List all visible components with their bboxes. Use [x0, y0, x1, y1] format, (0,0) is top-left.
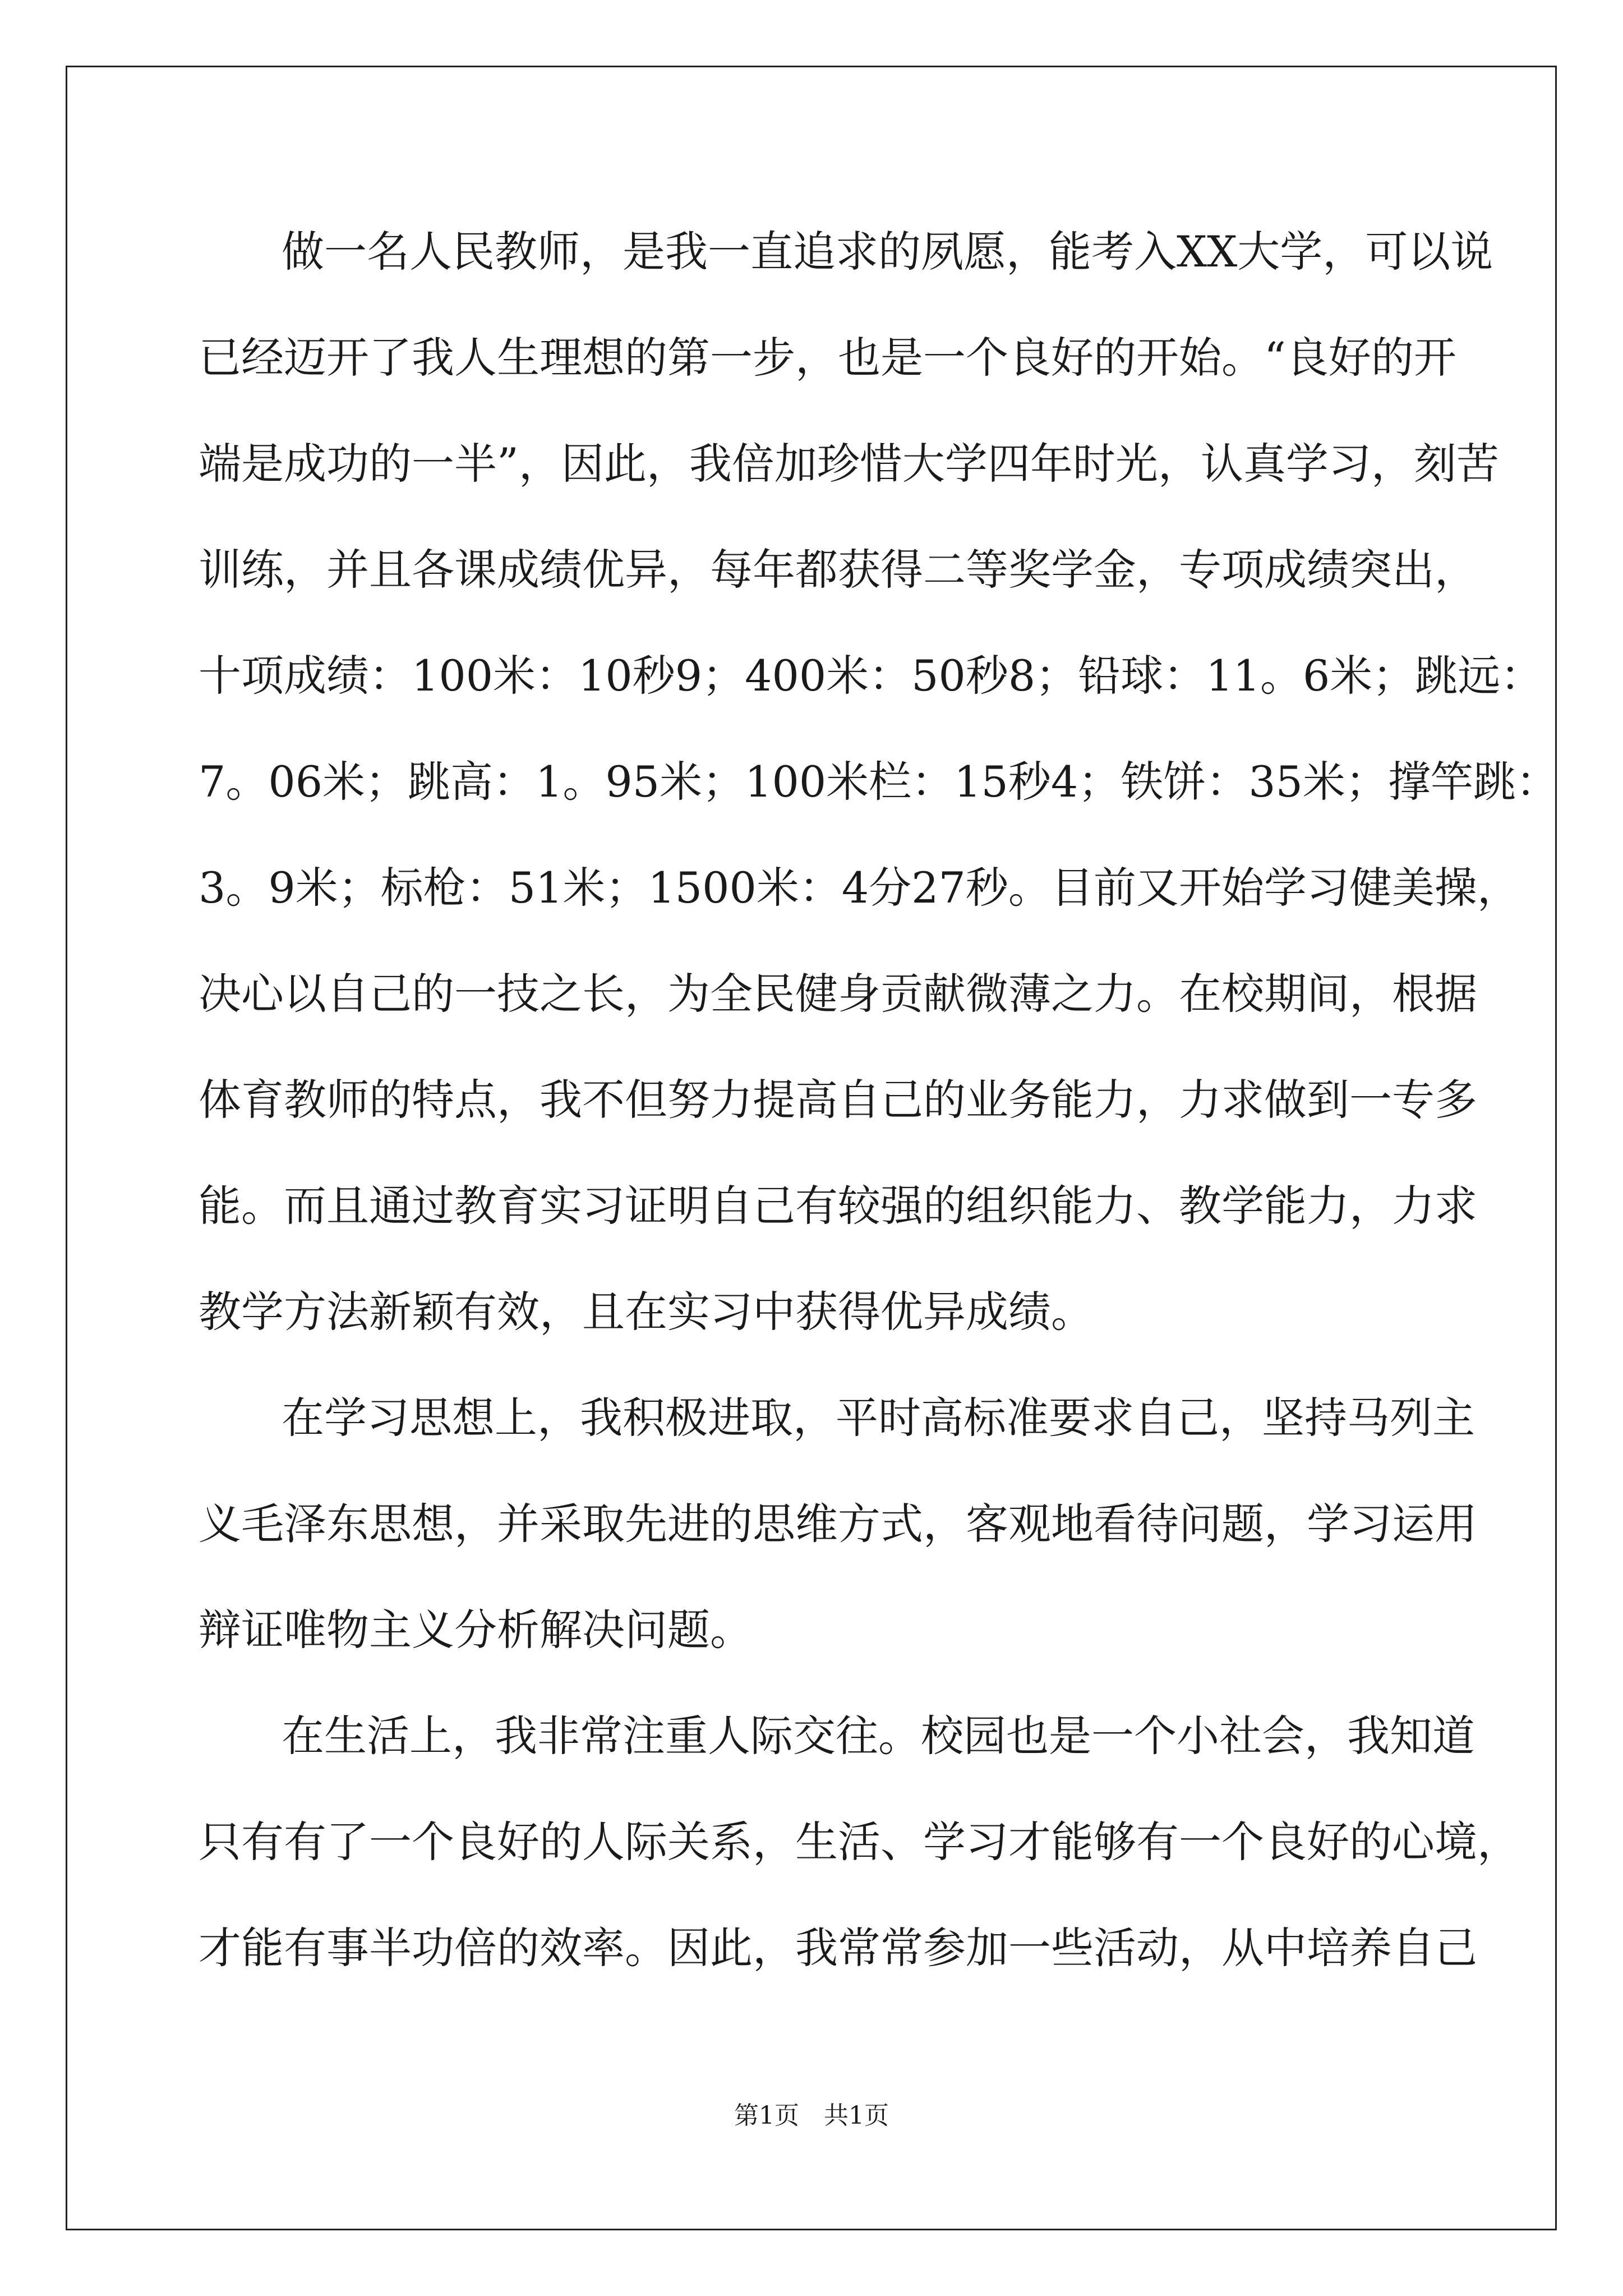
page-number-total: 共1页	[824, 2101, 889, 2130]
paragraph-1-line-11: 教学方法新颖有效，且在实习中获得优异成绩。	[199, 1287, 1094, 1337]
document-body	[199, 215, 1559, 2018]
paragraph-1-line-5: 十项成绩：100米：10秒9；400米：50秒8；铅球：11。6米；跳远：	[199, 651, 1543, 701]
page-footer	[0, 2099, 1623, 2133]
paragraph-2-line-2: 义毛泽东思想，并采取先进的思维方式，客观地看待问题，学习运用	[199, 1499, 1477, 1549]
paragraph-2-line-3: 辩证唯物主义分析解决问题。	[199, 1605, 753, 1655]
paragraph-3-line-3: 才能有事半功倍的效率。因此，我常常参加一些活动，从中培养自己	[199, 1923, 1477, 1973]
paragraph-1-line-7: 3。9米；标枪：51米；1500米：4分27秒。目前又开始学习健美操，	[199, 863, 1520, 913]
paragraph-1-line-6: 7。06米；跳高：1。95米；100米栏：15秒4；铁饼：35米；撑竿跳：	[199, 757, 1559, 807]
paragraph-1-line-10: 能。而且通过教育实习证明自己有较强的组织能力、教学能力，力求	[199, 1181, 1477, 1231]
paragraph-3-line-1: 在生活上，我非常注重人际交往。校园也是一个小社会，我知道	[282, 1711, 1475, 1761]
paragraph-1-line-3: 端是成功的一半”，因此，我倍加珍惜大学四年时光，认真学习，刻苦	[199, 439, 1499, 489]
paragraph-1-line-2: 已经迈开了我人生理想的第一步，也是一个良好的开始。“良好的开	[199, 333, 1456, 383]
paragraph-2-line-1: 在学习思想上，我积极进取，平时高标准要求自己，坚持马列主	[282, 1393, 1475, 1443]
page-number-current: 第1页	[734, 2101, 799, 2130]
paragraph-1-line-1: 做一名人民教师，是我一直追求的夙愿，能考入XX大学，可以说	[282, 227, 1493, 277]
paragraph-1-line-8: 决心以自己的一技之长，为全民健身贡献微薄之力。在校期间，根据	[199, 969, 1477, 1019]
paragraph-1-line-9: 体育教师的特点，我不但努力提高自己的业务能力，力求做到一专多	[199, 1075, 1477, 1125]
paragraph-3-line-2: 只有有了一个良好的人际关系，生活、学习才能够有一个良好的心境，	[199, 1817, 1520, 1867]
paragraph-1-line-4: 训练，并且各课成绩优异，每年都获得二等奖学金，专项成绩突出，	[199, 545, 1477, 595]
